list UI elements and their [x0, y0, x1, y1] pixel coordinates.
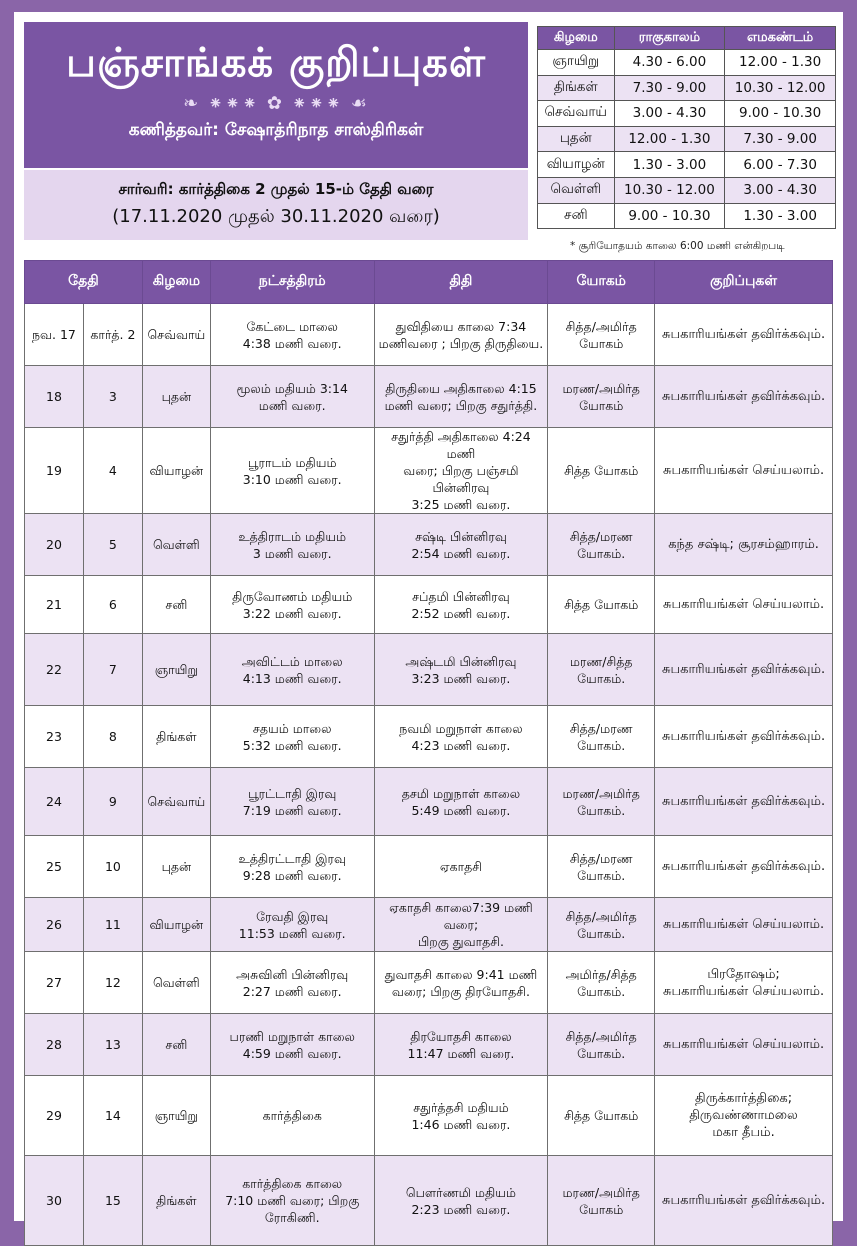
star-cell-line: அவிட்டம் மாலை [241, 653, 343, 669]
rahu-cell-rahukalam: 9.00 - 10.30 [614, 203, 725, 229]
tamil-date-cell: 7 [83, 634, 142, 706]
thithi-cell-line: 2:52 மணி வரை. [411, 605, 511, 621]
thithi-cell [374, 428, 548, 514]
panchangam-table [24, 260, 833, 1246]
date-cell: 23 [25, 706, 84, 768]
yogam-cell-line: யோகம் [579, 397, 624, 413]
star-cell [210, 898, 374, 952]
rahu-table-row [538, 152, 836, 178]
notes-cell [655, 768, 833, 836]
star-cell [210, 1076, 374, 1156]
thithi-cell-line: சதுர்த்தசி மதியம் [413, 1099, 509, 1115]
day-cell: வியாழன் [142, 428, 210, 514]
thithi-cell [374, 706, 548, 768]
star-cell [210, 634, 374, 706]
rahu-cell-day: செவ்வாய் [538, 101, 615, 127]
yogam-cell-line: மரண/சித்த [569, 653, 633, 669]
table-row [25, 576, 833, 634]
thithi-cell [374, 952, 548, 1014]
header-yogam: யோகம் [548, 261, 655, 304]
date-cell: 25 [25, 836, 84, 898]
tamil-date-cell: 14 [83, 1076, 142, 1156]
star-cell [210, 1014, 374, 1076]
day-cell: சனி [142, 576, 210, 634]
thithi-cell-line: 2:23 மணி வரை. [411, 1201, 511, 1217]
rahu-cell-day: திங்கள் [538, 75, 615, 101]
yogam-cell-line: சித்த/அமிர்த [565, 1028, 637, 1044]
header-star: நட்சத்திரம் [210, 261, 374, 304]
notes-cell [655, 952, 833, 1014]
table-row [25, 952, 833, 1014]
star-cell-line: ரேவதி இரவு [256, 908, 329, 924]
notes-cell-line: சுபகாரியங்கள் செய்யலாம். [663, 463, 825, 478]
thithi-cell-line: வரை; பிறகு பஞ்சமி பின்னிரவு [403, 463, 519, 495]
thithi-cell-line: சப்தமி பின்னிரவு [412, 588, 510, 604]
yogam-cell [548, 576, 655, 634]
rahu-cell-emagandam: 9.00 - 10.30 [725, 101, 836, 127]
rahu-cell-day: ஞாயிறு [538, 50, 615, 76]
star-cell [210, 1156, 374, 1246]
day-cell: திங்கள் [142, 1156, 210, 1246]
thithi-cell-line: 1:46 மணி வரை. [411, 1116, 511, 1132]
yogam-cell [548, 428, 655, 514]
tamil-date-cell: 10 [83, 836, 142, 898]
star-cell-line: பரணி மறுநாள் காலை [229, 1028, 355, 1044]
rahu-cell-rahukalam: 3.00 - 4.30 [614, 101, 725, 127]
star-cell-line: ரோகிணி. [264, 1210, 320, 1225]
star-cell [210, 576, 374, 634]
thithi-cell [374, 1014, 548, 1076]
page-title: பஞ்சாங்கக் குறிப்புகள் [66, 40, 486, 86]
star-cell-line: சதயம் மாலை [252, 720, 332, 736]
rahu-cell-day: வியாழன் [538, 152, 615, 178]
star-cell-line: 7:10 மணி வரை; பிறகு [225, 1193, 360, 1208]
yogam-cell-line: யோகம். [577, 802, 626, 818]
thithi-cell-line: மணி வரை; பிறகு சதுர்த்தி. [384, 397, 538, 413]
yogam-cell-line: சித்த/மரண [569, 720, 633, 736]
date-cell: 21 [25, 576, 84, 634]
table-row [25, 836, 833, 898]
flourish-ornament: ❧ ⁕⁕⁕ ✿ ⁕⁕⁕ ☙ [183, 93, 369, 114]
notes-cell-line: சுபகாரியங்கள் தவிர்க்கவும். [662, 729, 826, 744]
yogam-cell-line: சித்த யோகம் [564, 1108, 639, 1123]
yogam-cell-line: சித்த/அமிர்த [565, 908, 637, 924]
rahu-kalam-table [537, 26, 836, 229]
thithi-cell-line: சதுர்த்தி அதிகாலை 4:24 மணி [391, 429, 531, 461]
date-cell: 27 [25, 952, 84, 1014]
thithi-cell-line: பிறகு துவாதசி. [417, 934, 505, 949]
star-cell-line: 5:32 மணி வரை. [242, 737, 342, 753]
star-cell-line: உத்திரட்டாதி இரவு [238, 850, 346, 866]
yogam-cell-line: யோகம். [577, 925, 626, 941]
notes-cell-line: சுபகாரியங்கள் செய்யலாம். [663, 917, 825, 932]
yogam-cell-line: யோகம் [579, 1201, 624, 1217]
notes-cell [655, 898, 833, 952]
notes-cell-line: சுபகாரியங்கள் தவிர்க்கவும். [662, 327, 826, 342]
yogam-cell-line: மரண/அமிர்த [562, 380, 640, 396]
rahu-cell-day: புதன் [538, 126, 615, 152]
notes-cell-line: சுபகாரியங்கள் தவிர்க்கவும். [662, 794, 826, 809]
table-row [25, 428, 833, 514]
star-cell-line: உத்திராடம் மதியம் [238, 528, 347, 544]
yogam-cell-line: யோகம். [577, 1045, 626, 1061]
tamil-date-cell: 13 [83, 1014, 142, 1076]
tamil-date-cell: 4 [83, 428, 142, 514]
thithi-cell-line: பௌர்ணமி மதியம் [405, 1184, 516, 1200]
date-cell: 20 [25, 514, 84, 576]
star-cell [210, 836, 374, 898]
yogam-cell [548, 898, 655, 952]
thithi-cell [374, 1076, 548, 1156]
rahu-cell-emagandam: 10.30 - 12.00 [725, 75, 836, 101]
thithi-cell [374, 634, 548, 706]
notes-cell-line: திருவண்ணாமலை [689, 1108, 798, 1123]
tamil-date-cell: கார்த். 2 [83, 304, 142, 366]
star-cell [210, 952, 374, 1014]
table-row [25, 1076, 833, 1156]
notes-cell [655, 576, 833, 634]
tamil-date-cell: 5 [83, 514, 142, 576]
rahu-table-header [538, 27, 836, 50]
tamil-date-cell: 15 [83, 1156, 142, 1246]
yogam-cell-line: யோகம். [577, 545, 626, 561]
table-row [25, 304, 833, 366]
notes-cell-line: திருக்கார்த்திகை; [695, 1091, 793, 1106]
star-cell [210, 304, 374, 366]
thithi-cell-line: துவிதியை காலை 7:34 [395, 318, 527, 334]
date-cell: 19 [25, 428, 84, 514]
notes-cell [655, 1076, 833, 1156]
table-row [25, 366, 833, 428]
star-cell-line: 4:59 மணி வரை. [242, 1045, 342, 1061]
yogam-cell [548, 514, 655, 576]
yogam-cell-line: சித்த/மரண [569, 850, 633, 866]
rahu-cell-rahukalam: 1.30 - 3.00 [614, 152, 725, 178]
yogam-cell-line: யோகம். [577, 670, 626, 686]
notes-cell-line: சுபகாரியங்கள் தவிர்க்கவும். [662, 1193, 826, 1208]
day-cell: வெள்ளி [142, 514, 210, 576]
tamil-date-cell: 11 [83, 898, 142, 952]
rahu-header-day: கிழமை [538, 27, 615, 50]
day-cell: செவ்வாய் [142, 304, 210, 366]
header-thithi: திதி [374, 261, 548, 304]
yogam-cell [548, 304, 655, 366]
table-row [25, 634, 833, 706]
thithi-cell [374, 576, 548, 634]
star-cell [210, 366, 374, 428]
thithi-cell [374, 304, 548, 366]
notes-cell [655, 634, 833, 706]
star-cell [210, 514, 374, 576]
notes-cell-line: மகா தீபம். [712, 1125, 775, 1140]
notes-cell [655, 514, 833, 576]
period-banner [24, 170, 528, 240]
star-cell-line: கார்த்திகை காலை [242, 1176, 343, 1191]
rahu-cell-emagandam: 3.00 - 4.30 [725, 177, 836, 203]
star-cell-line: அசுவினி பின்னிரவு [236, 966, 349, 982]
day-cell: ஞாயிறு [142, 1076, 210, 1156]
thithi-cell-line: சஷ்டி பின்னிரவு [415, 528, 507, 544]
star-cell-line: பூராடம் மதியம் [247, 454, 337, 470]
thithi-cell-line: 11:47 மணி வரை. [407, 1045, 515, 1061]
yogam-cell [548, 706, 655, 768]
thithi-cell-line: 2:54 மணி வரை. [411, 545, 511, 561]
thithi-cell-line: 4:23 மணி வரை. [411, 737, 511, 753]
notes-cell [655, 1156, 833, 1246]
rahu-cell-emagandam: 6.00 - 7.30 [725, 152, 836, 178]
notes-cell-line: சுபகாரியங்கள் செய்யலாம். [663, 597, 825, 612]
rahu-header-emagandam: எமகண்டம் [725, 27, 836, 50]
day-cell: ஞாயிறு [142, 634, 210, 706]
star-cell-line: 3:10 மணி வரை. [242, 471, 342, 487]
yogam-cell [548, 1076, 655, 1156]
yogam-cell [548, 1014, 655, 1076]
thithi-cell [374, 366, 548, 428]
date-cell: 22 [25, 634, 84, 706]
yogam-cell-line: யோகம். [577, 983, 626, 999]
title-banner [24, 22, 528, 168]
star-cell-line: 11:53 மணி வரை. [238, 925, 346, 941]
rahu-table-row [538, 75, 836, 101]
date-cell: நவ. 17 [25, 304, 84, 366]
thithi-cell-line: திரயோதசி காலை [410, 1028, 512, 1044]
rahu-table-row [538, 126, 836, 152]
rahu-cell-rahukalam: 10.30 - 12.00 [614, 177, 725, 203]
table-row [25, 898, 833, 952]
yogam-cell-line: சித்த/அமிர்த [565, 318, 637, 334]
rahu-header-rahukalam: ராகுகாலம் [614, 27, 725, 50]
period-english-dates: (17.11.2020 முதல் 30.11.2020 வரை) [112, 206, 440, 227]
yogam-cell-line: யோகம். [577, 737, 626, 753]
header-date: தேதி [25, 261, 143, 304]
rahu-table-row [538, 203, 836, 229]
star-cell-line: மணி வரை. [258, 397, 326, 413]
yogam-cell-line: மரண/அமிர்த [562, 1184, 640, 1200]
table-row [25, 768, 833, 836]
tamil-date-cell: 9 [83, 768, 142, 836]
thithi-cell-line: தசமி மறுநாள் காலை [401, 785, 521, 801]
rahu-cell-day: வெள்ளி [538, 177, 615, 203]
thithi-cell [374, 768, 548, 836]
rahu-table-row [538, 50, 836, 76]
rahu-cell-emagandam: 12.00 - 1.30 [725, 50, 836, 76]
yogam-cell-line: சித்த யோகம் [564, 463, 639, 478]
rahu-cell-emagandam: 1.30 - 3.00 [725, 203, 836, 229]
thithi-cell-line: அஷ்டமி பின்னிரவு [405, 653, 517, 669]
star-cell-line: 7:19 மணி வரை. [242, 802, 342, 818]
notes-cell-line: பிரதோஷம்; [707, 966, 780, 982]
yogam-cell [548, 836, 655, 898]
rahu-cell-rahukalam: 4.30 - 6.00 [614, 50, 725, 76]
sunrise-note: * சூரியோதயம் காலை 6:00 மணி என்கிறபடி [570, 240, 785, 252]
notes-cell-line: சுபகாரியங்கள் தவிர்க்கவும். [662, 389, 826, 404]
notes-cell-line: சுபகாரியங்கள் தவிர்க்கவும். [662, 859, 826, 874]
notes-cell-line: சுபகாரியங்கள் தவிர்க்கவும். [662, 662, 826, 677]
day-cell: சனி [142, 1014, 210, 1076]
thithi-cell [374, 514, 548, 576]
notes-cell [655, 706, 833, 768]
star-cell [210, 428, 374, 514]
thithi-cell-line: ஏகாதசி காலை7:39 மணி வரை; [389, 900, 533, 932]
star-cell-line: திருவோணம் மதியம் [232, 588, 353, 604]
date-cell: 26 [25, 898, 84, 952]
notes-cell-line: சுபகாரியங்கள் செய்யலாம். [663, 983, 825, 999]
yogam-cell-line: அமிர்த/சித்த [565, 966, 637, 982]
table-row [25, 706, 833, 768]
table-row [25, 1014, 833, 1076]
thithi-cell [374, 836, 548, 898]
thithi-cell-line: நவமி மறுநாள் காலை [399, 720, 523, 736]
tamil-date-cell: 6 [83, 576, 142, 634]
rahu-cell-day: சனி [538, 203, 615, 229]
notes-cell-line: கந்த சஷ்டி; சூரசம்ஹாரம். [668, 537, 819, 552]
main-table-header [25, 261, 833, 304]
rahu-cell-rahukalam: 7.30 - 9.00 [614, 75, 725, 101]
notes-cell [655, 836, 833, 898]
tamil-date-cell: 8 [83, 706, 142, 768]
yogam-cell [548, 366, 655, 428]
day-cell: புதன் [142, 836, 210, 898]
star-cell-line: 9:28 மணி வரை. [242, 867, 342, 883]
thithi-cell-line: 5:49 மணி வரை. [411, 802, 511, 818]
author-line: கணித்தவர்: சேஷாத்ரிநாத சாஸ்திரிகள் [128, 120, 424, 140]
date-cell: 30 [25, 1156, 84, 1246]
notes-cell [655, 1014, 833, 1076]
rahu-cell-emagandam: 7.30 - 9.00 [725, 126, 836, 152]
notes-cell [655, 304, 833, 366]
day-cell: திங்கள் [142, 706, 210, 768]
yogam-cell [548, 1156, 655, 1246]
thithi-cell [374, 1156, 548, 1246]
star-cell-line: கேட்டை மாலை [246, 318, 338, 334]
yogam-cell-line: மரண/அமிர்த [562, 785, 640, 801]
star-cell-line: 2:27 மணி வரை. [242, 983, 342, 999]
day-cell: வெள்ளி [142, 952, 210, 1014]
star-cell [210, 706, 374, 768]
thithi-cell-line: 3:23 மணி வரை. [411, 670, 511, 686]
period-tamil-dates: சார்வரி: கார்த்திகை 2 முதல் 15-ம் தேதி வரை [118, 180, 434, 198]
day-cell: புதன் [142, 366, 210, 428]
tamil-date-cell: 3 [83, 366, 142, 428]
star-cell-line: பூரட்டாதி இரவு [248, 785, 337, 801]
thithi-cell-line: ஏகாதசி [439, 859, 483, 874]
table-row [25, 514, 833, 576]
star-cell-line: 3:22 மணி வரை. [242, 605, 342, 621]
star-cell-line: 3 மணி வரை. [252, 545, 332, 561]
thithi-cell-line: வரை; பிறகு திரயோதசி. [391, 983, 530, 999]
date-cell: 24 [25, 768, 84, 836]
table-row [25, 1156, 833, 1246]
rahu-cell-rahukalam: 12.00 - 1.30 [614, 126, 725, 152]
day-cell: வியாழன் [142, 898, 210, 952]
rahu-table-row [538, 177, 836, 203]
thithi-cell-line: 3:25 மணி வரை. [411, 497, 511, 512]
yogam-cell-line: சித்த யோகம் [564, 597, 639, 612]
yogam-cell [548, 634, 655, 706]
rahu-table-row [538, 101, 836, 127]
star-cell [210, 768, 374, 836]
date-cell: 28 [25, 1014, 84, 1076]
star-cell-line: 4:38 மணி வரை. [242, 335, 342, 351]
star-cell-line: மூலம் மதியம் 3:14 [236, 380, 348, 396]
yogam-cell-line: யோகம் [579, 335, 624, 351]
header-day: கிழமை [142, 261, 210, 304]
yogam-cell [548, 768, 655, 836]
date-cell: 18 [25, 366, 84, 428]
star-cell-line: கார்த்திகை [262, 1108, 322, 1123]
star-cell-line: 4:13 மணி வரை. [242, 670, 342, 686]
yogam-cell-line: யோகம். [577, 867, 626, 883]
header-notes: குறிப்புகள் [655, 261, 833, 304]
notes-cell [655, 366, 833, 428]
thithi-cell-line: துவாதசி காலை 9:41 மணி [384, 966, 538, 982]
tamil-date-cell: 12 [83, 952, 142, 1014]
yogam-cell [548, 952, 655, 1014]
thithi-cell [374, 898, 548, 952]
thithi-cell-line: மணிவரை ; பிறகு திருதியை. [378, 335, 544, 351]
thithi-cell-line: திருதியை அதிகாலை 4:15 [385, 380, 537, 396]
yogam-cell-line: சித்த/மரண [569, 528, 633, 544]
notes-cell-line: சுபகாரியங்கள் செய்யலாம். [663, 1037, 825, 1052]
notes-cell [655, 428, 833, 514]
day-cell: செவ்வாய் [142, 768, 210, 836]
date-cell: 29 [25, 1076, 84, 1156]
